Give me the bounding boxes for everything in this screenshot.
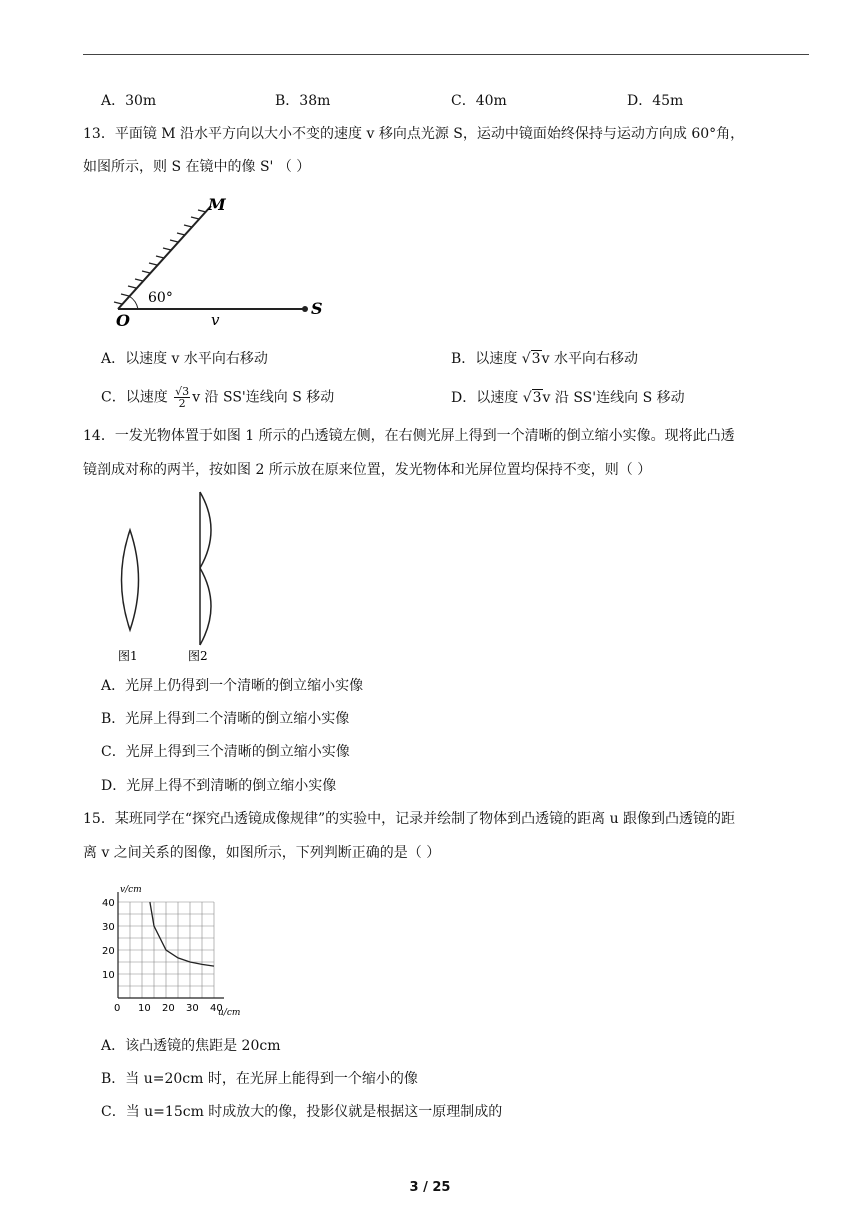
chart-ticks [102, 898, 223, 1014]
fig2-upper-half [200, 492, 211, 568]
q14-option-b[interactable]: B．光屏上得到二个清晰的倒立缩小实像 [101, 711, 350, 727]
q13-stem-line2: 如图所示，则 S 在镜中的像 S' （ ） [83, 159, 311, 175]
light-source-dot [302, 306, 308, 312]
label-angle: 60° [148, 290, 173, 306]
q14-option-c[interactable]: C．光屏上得到三个清晰的倒立缩小实像 [101, 744, 350, 760]
q15-stem-line1: 15．某班同学在“探究凸透镜成像规律”的实验中，记录并绘制了物体到凸透镜的距离 u 跟像到凸透镜的距 [83, 811, 736, 827]
q13-option-c[interactable]: C．以速度 $\frac{√3}{2}$ v 沿 SS'连线向 S 移动 [101, 385, 335, 410]
y-tick-label: 20 [102, 946, 115, 957]
q15-uv-chart [98, 880, 258, 1020]
q14-stem-line1: 14．一发光物体置于如图 1 所示的凸透镜左侧，在右侧光屏上得到一个清晰的倒立缩小实像。现将此凸透 [83, 428, 735, 444]
angle-arc [129, 296, 138, 309]
q15-option-a[interactable]: A．该凸透镜的焦距是 20cm [101, 1038, 281, 1054]
q15-option-c[interactable]: C．当 u=15cm 时成放大的像，投影仪就是根据这一原理制成的 [101, 1104, 503, 1120]
q13-stem-line1: 13．平面镜 M 沿水平方向以大小不变的速度 v 移向点光源 S，运动中镜面始终保持与运动方向成 60°角， [83, 126, 745, 142]
q13-option-a[interactable]: A．以速度 v 水平向右移动 [101, 351, 268, 367]
label-fig2: 图2 [188, 649, 208, 663]
q13-option-b[interactable]: B．以速度 √3v 水平向右移动 [451, 351, 638, 367]
q12-option-d[interactable]: D．45m [627, 93, 684, 109]
page-number: 3 / 25 [409, 1180, 451, 1195]
chart-xlabel: u/cm [218, 1008, 241, 1018]
header-rule [83, 54, 809, 55]
q14-option-a[interactable]: A．光屏上仍得到一个清晰的倒立缩小实像 [101, 678, 364, 694]
q15-option-b[interactable]: B．当 u=20cm 时，在光屏上能得到一个缩小的像 [101, 1071, 418, 1087]
label-fig1: 图1 [118, 649, 138, 663]
label-o: O [116, 311, 130, 330]
x-tick-label: 40 [210, 1003, 223, 1014]
x-tick-label: 10 [138, 1003, 151, 1014]
fig1-whole-lens [122, 530, 139, 630]
q12-option-b[interactable]: B．38m [275, 93, 331, 109]
q12-option-a[interactable]: A．30m [101, 93, 157, 109]
label-m: M [208, 195, 226, 214]
chart-axes [118, 892, 224, 998]
x-tick-label: 30 [186, 1003, 199, 1014]
y-tick-label: 40 [102, 898, 115, 909]
fig2-lower-half [200, 568, 211, 645]
chart-ylabel: v/cm [120, 885, 142, 895]
q14-lens-figure [110, 490, 230, 665]
q14-option-d[interactable]: D．光屏上得不到清晰的倒立缩小实像 [101, 778, 337, 794]
q12-option-c[interactable]: C．40m [451, 93, 507, 109]
label-s: S [311, 299, 323, 318]
q13-mirror-figure [108, 192, 328, 332]
x-tick-label: 0 [114, 1003, 121, 1014]
y-tick-label: 10 [102, 970, 115, 981]
x-tick-label: 20 [162, 1003, 175, 1014]
chart-series-line [150, 902, 214, 966]
q15-stem-line2: 离 v 之间关系的图像，如图所示，下列判断正确的是（ ） [83, 845, 441, 861]
q14-stem-line2: 镜剖成对称的两半，按如图 2 所示放在原来位置，发光物体和光屏位置均保持不变，则（ ） [83, 462, 652, 478]
y-tick-label: 30 [102, 922, 115, 933]
q13-option-d[interactable]: D．以速度 √3v 沿 SS'连线向 S 移动 [451, 390, 685, 406]
label-v: v [211, 311, 220, 329]
